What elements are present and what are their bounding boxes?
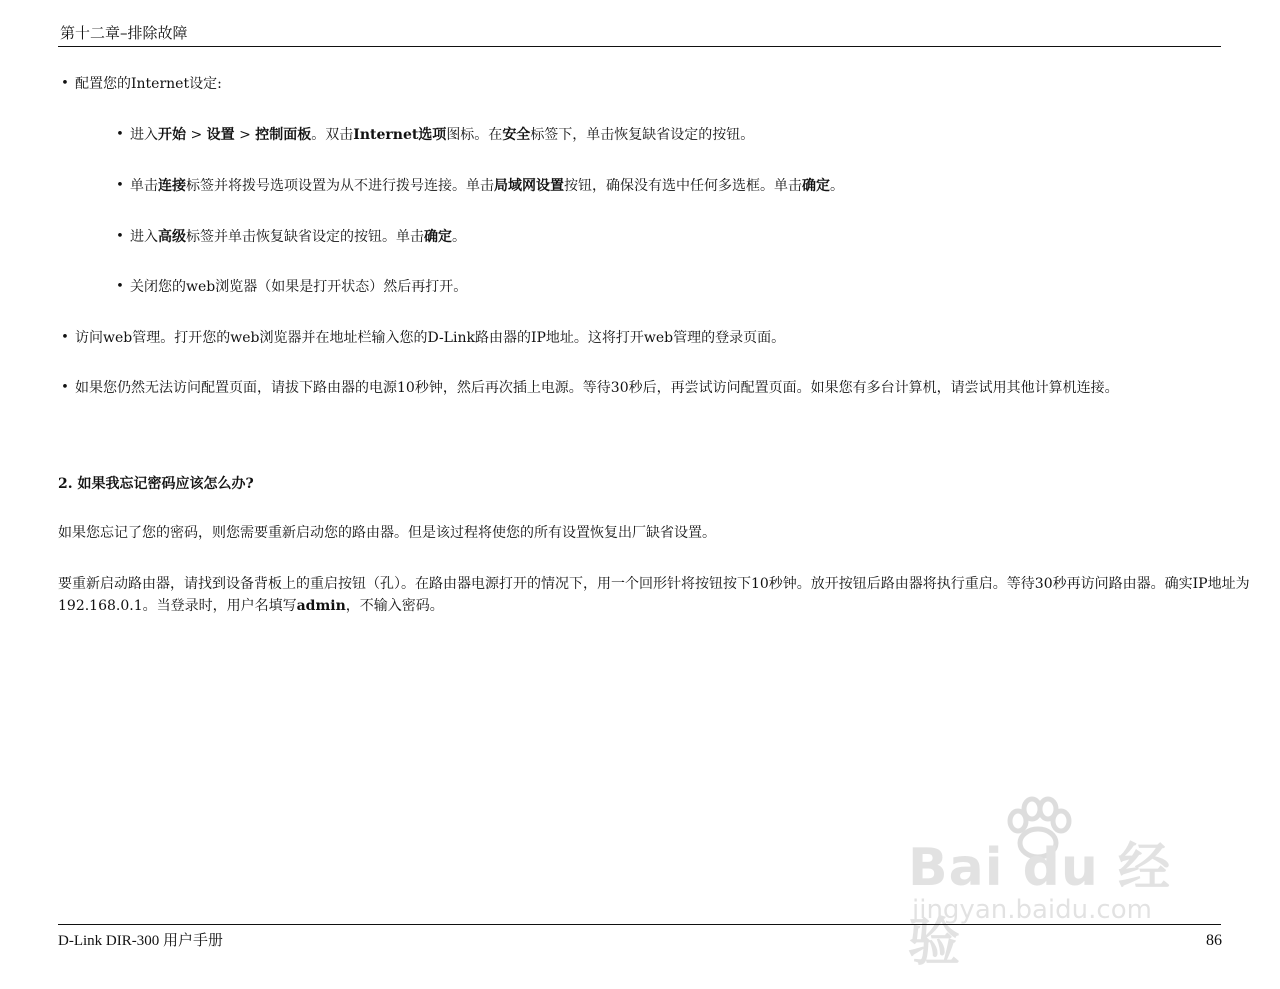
text-segment: 按钮，确保没有选中任何多选框。单击 bbox=[564, 178, 802, 194]
paragraph-reset-steps bbox=[58, 573, 1264, 617]
bold-lan-settings: 局域网设置 bbox=[494, 178, 564, 194]
sub-bullet-advanced bbox=[113, 226, 1213, 248]
watermark-logo: Bai du 经验 bbox=[908, 838, 1171, 973]
text-segment: 。双击 bbox=[311, 127, 354, 143]
bullet-text: 关闭您的web浏览器（如果是打开状态）然后再打开。 bbox=[130, 279, 468, 295]
text-segment: 标签并单击恢复缺省设定的按钮。单击 bbox=[186, 229, 424, 245]
watermark-url: jingyan.baidu.com bbox=[912, 895, 1152, 925]
bold-connections: 连接 bbox=[158, 178, 186, 194]
sub-bullet-control-panel bbox=[113, 124, 1213, 146]
text-segment: 。 bbox=[452, 229, 466, 245]
header-rule bbox=[58, 46, 1221, 47]
text-segment: 进入 bbox=[130, 229, 158, 245]
footer-rule bbox=[58, 924, 1221, 925]
bold-security: 安全 bbox=[502, 127, 531, 143]
paragraph-forgot-password: 如果您忘记了您的密码，则您需要重新启动您的路由器。但是该过程将使您的所有设置恢复出厂缺省设置。 bbox=[58, 525, 716, 541]
bullet-text: 配置您的Internet设定: bbox=[75, 76, 222, 92]
bullet-dot: • bbox=[116, 178, 124, 193]
text-segment: > bbox=[186, 127, 207, 143]
bullet-dot: • bbox=[116, 229, 124, 244]
bold-settings: 设置 bbox=[206, 127, 235, 143]
text-segment: 要重新启动路由器，请找到设备背板上的重启按钮（孔）。在路由器电源打开的情况下，用一个回形针将按钮按下10秒钟。放开按钮后路由器将执行重启。等待30秒再访问路由器。确实IP地址为192.168.0.1。当登录时，用户名填写 bbox=[58, 576, 1250, 614]
baidu-watermark bbox=[908, 795, 1208, 973]
bullet-dot: • bbox=[61, 330, 69, 345]
text-segment: 进入 bbox=[130, 127, 158, 143]
page-header-title: 第十二章–排除故障 bbox=[60, 24, 188, 42]
sub-bullet-connections bbox=[113, 175, 1213, 197]
text-segment: > bbox=[234, 127, 256, 143]
bullet-still-unable bbox=[58, 377, 1263, 399]
bold-internet-options: Internet选项 bbox=[353, 127, 447, 143]
bullet-dot: • bbox=[116, 127, 124, 142]
text-segment: 标签并将拨号选项设置为从不进行拨号连接。单击 bbox=[186, 178, 494, 194]
bold-admin: admin bbox=[296, 598, 346, 614]
bullet-access-web bbox=[58, 327, 1263, 349]
footer-product: D-Link DIR-300 用户手册 bbox=[58, 933, 223, 949]
text-segment: 图标。在 bbox=[446, 127, 503, 143]
bullet-dot: • bbox=[116, 279, 124, 294]
bold-advanced: 高级 bbox=[158, 229, 186, 245]
bullet-text: 如果您仍然无法访问配置页面，请拔下路由器的电源10秒钟，然后再次插上电源。等待30秒后，再尝试访问配置页面。如果您有多台计算机，请尝试用其他计算机连接。 bbox=[75, 380, 1119, 396]
text-segment: 单击 bbox=[130, 178, 158, 194]
bullet-dot: • bbox=[61, 76, 69, 91]
bullet-text: 访问web管理。打开您的web浏览器并在地址栏输入您的D-Link路由器的IP地址。这将打开web管理的登录页面。 bbox=[75, 330, 786, 346]
bullet-configure-ie bbox=[58, 73, 1263, 95]
text-segment: 。 bbox=[830, 178, 844, 194]
text-segment: ，不输入密码。 bbox=[345, 598, 444, 614]
bold-start: 开始 bbox=[158, 127, 186, 143]
bold-ok: 确定 bbox=[424, 229, 452, 245]
sub-bullet-close-browser bbox=[113, 276, 1213, 298]
page-number: 86 bbox=[1206, 932, 1222, 949]
section-heading: 2. 如果我忘记密码应该怎么办? bbox=[58, 476, 254, 492]
bullet-dot: • bbox=[61, 380, 69, 395]
bold-control-panel: 控制面板 bbox=[255, 127, 312, 143]
text-segment: 标签下，单击恢复缺省设定的按钮。 bbox=[530, 127, 755, 143]
bold-ok: 确定 bbox=[802, 178, 830, 194]
